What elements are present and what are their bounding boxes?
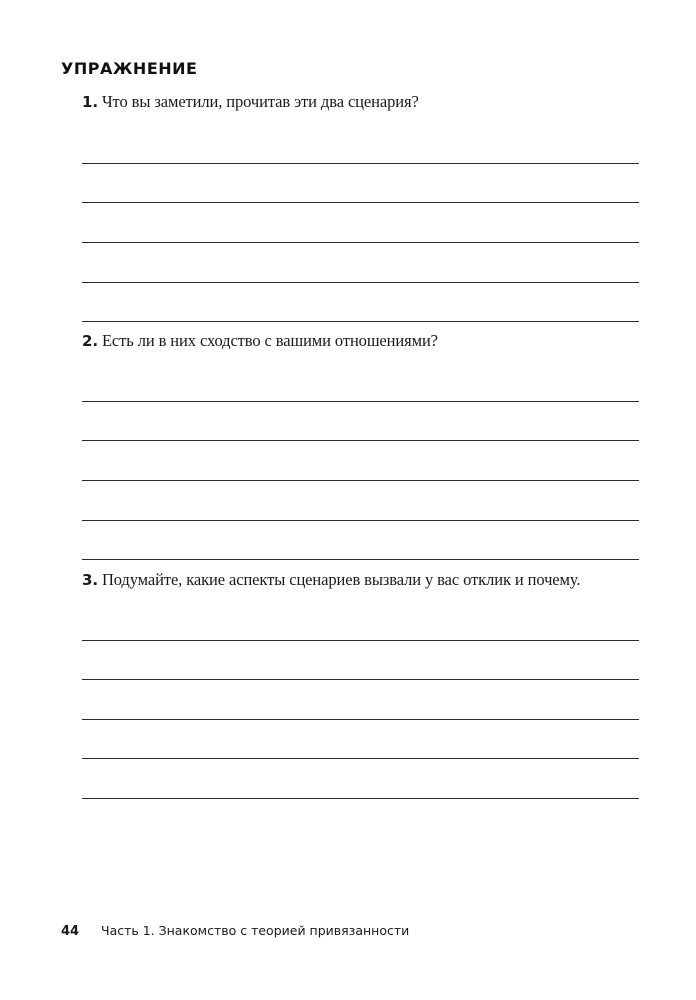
answer-line[interactable] — [82, 401, 639, 402]
answer-line[interactable] — [82, 440, 639, 441]
page-number: 44 — [61, 924, 80, 939]
question-1-text: Что вы заметили, прочитав эти два сценария? — [101, 92, 419, 111]
answer-line[interactable] — [82, 798, 639, 799]
question-3-number: 3. — [82, 571, 98, 589]
question-2-text: Есть ли в них сходство с вашими отношениями? — [101, 331, 438, 350]
question-1-number: 1. — [82, 93, 98, 111]
answer-line[interactable] — [82, 480, 639, 481]
answer-line[interactable] — [82, 163, 639, 164]
answer-line[interactable] — [82, 321, 639, 322]
answer-line[interactable] — [82, 559, 639, 560]
question-1-prompt — [82, 92, 642, 112]
answer-line[interactable] — [82, 679, 639, 680]
answer-line[interactable] — [82, 520, 639, 521]
question-3-prompt — [82, 570, 642, 590]
answer-line[interactable] — [82, 202, 639, 203]
answer-line[interactable] — [82, 640, 639, 641]
answer-line[interactable] — [82, 242, 639, 243]
question-3 — [82, 570, 642, 590]
running-title: Часть 1. Знакомство с теорией привязанности — [101, 923, 410, 938]
question-3-text: Подумайте, какие аспекты сценариев вызвали у вас отклик и почему. — [101, 570, 581, 589]
question-2-number: 2. — [82, 332, 98, 350]
question-2-prompt — [82, 331, 642, 351]
exercise-title: УПРАЖНЕНИЕ — [61, 59, 198, 78]
answer-line[interactable] — [82, 758, 639, 759]
answer-line[interactable] — [82, 282, 639, 283]
answer-line[interactable] — [82, 719, 639, 720]
question-2 — [82, 331, 642, 351]
page-footer — [61, 923, 409, 939]
question-1 — [82, 92, 642, 112]
